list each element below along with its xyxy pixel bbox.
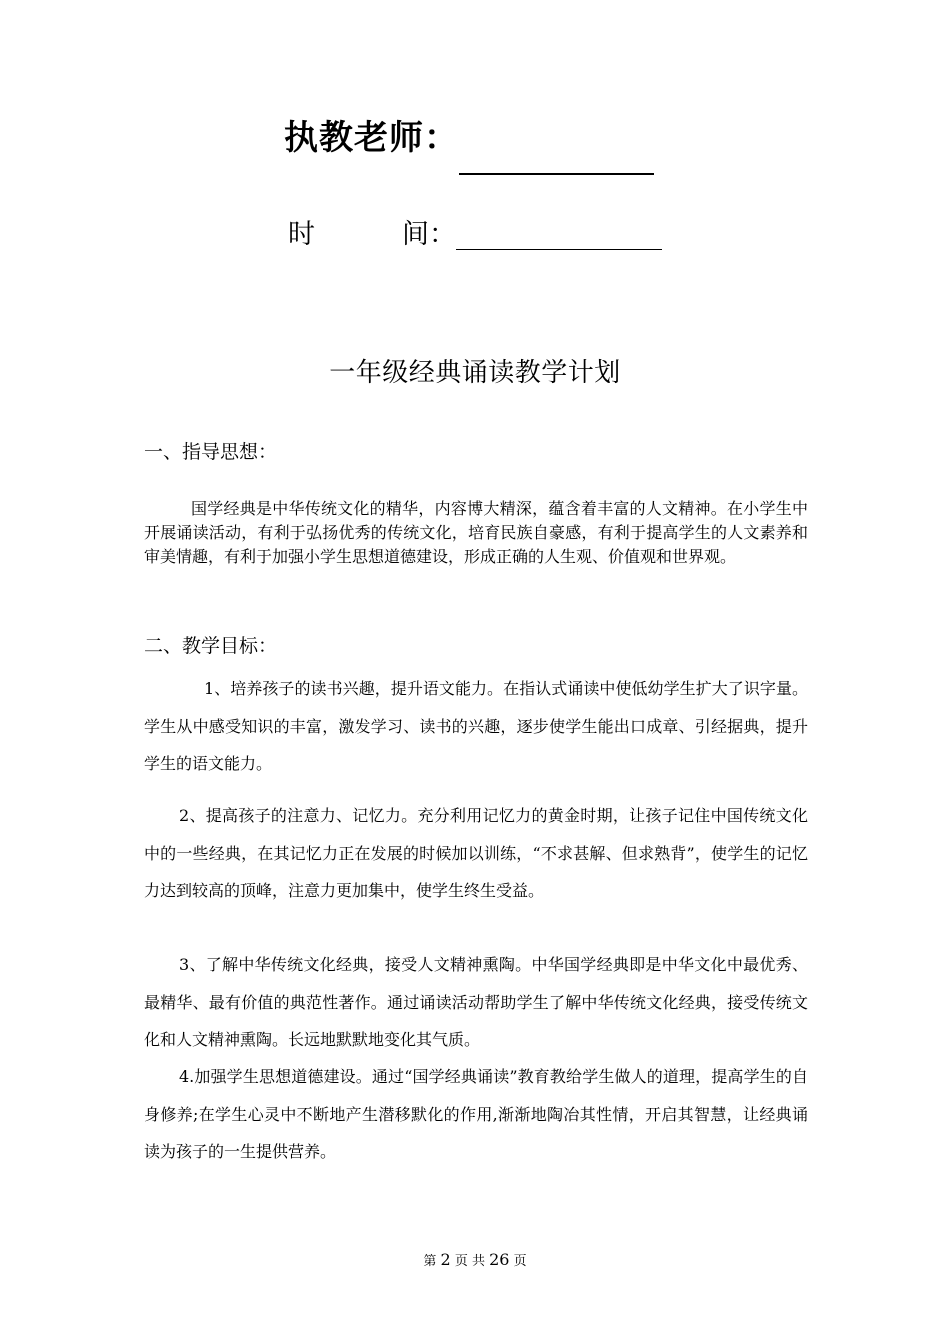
teaching-goal-2: 2、提高孩子的注意力、记忆力。充分利用记忆力的黄金时期，让孩子记住中国传统文化中的一些经典，在其记忆力正在发展的时候加以训练，“不求甚解、但求熟背”，使学生的记忆力达到较高的顶峰，注意力更加集中，使学生终生受益。 [144, 806, 808, 900]
footer-middle: 页 共 [454, 1254, 485, 1269]
teaching-goal-3: 3、了解中华传统文化经典，接受人文精神熏陶。中华国学经典即是中华文化中最优秀、最精华、最有价值的典范性著作。通过诵读活动帮助学生了解中华传统文化经典，接受传统文化和人文精神熏陶。长远地默默地变化其气质。 [144, 955, 808, 1049]
page-footer [0, 1250, 950, 1269]
footer-prefix: 第 [423, 1254, 437, 1269]
time-label-char-1: 时 [288, 219, 315, 250]
footer-total-pages: 26 [489, 1250, 510, 1269]
time-label-char-2: 间： [402, 219, 456, 250]
teacher-label: 执教老师： [284, 118, 459, 158]
guiding-ideology-paragraph: 国学经典是中华传统文化的精华，内容博大精深，蕴含着丰富的人文精神。在小学生中开展诵读活动，有利于弘扬优秀的传统文化，培育民族自豪感，有利于提高学生的人文素养和审美情趣，有利于加强小学生思想道德建设，形成正确的人生观、价值观和世界观。 [144, 499, 808, 566]
footer-page-number: 2 [440, 1250, 451, 1269]
teaching-goal-4: 4.加强学生思想道德建设。通过“国学经典诵读”教育教给学生做人的道理，提高学生的自身修养;在学生心灵中不断地产生潜移默化的作用,渐渐地陶冶其性情，开启其智慧，让经典诵读为孩子的一生提供营养。 [144, 1067, 808, 1161]
document-title: 一年级经典诵读教学计划 [329, 358, 621, 388]
footer-suffix: 页 [513, 1254, 527, 1269]
section-heading-teaching-goals: 二、教学目标： [144, 635, 278, 657]
section-heading-guiding-ideology: 一、指导思想： [144, 441, 278, 463]
teacher-blank-line [459, 173, 654, 175]
teaching-goal-1: 1、培养孩子的读书兴趣，提升语文能力。在指认式诵读中使低幼学生扩大了识字量。学生从中感受知识的丰富，激发学习、读书的兴趣，逐步使学生能出口成章、引经据典，提升学生的语文能力。 [144, 679, 808, 773]
time-blank-line [456, 249, 662, 250]
